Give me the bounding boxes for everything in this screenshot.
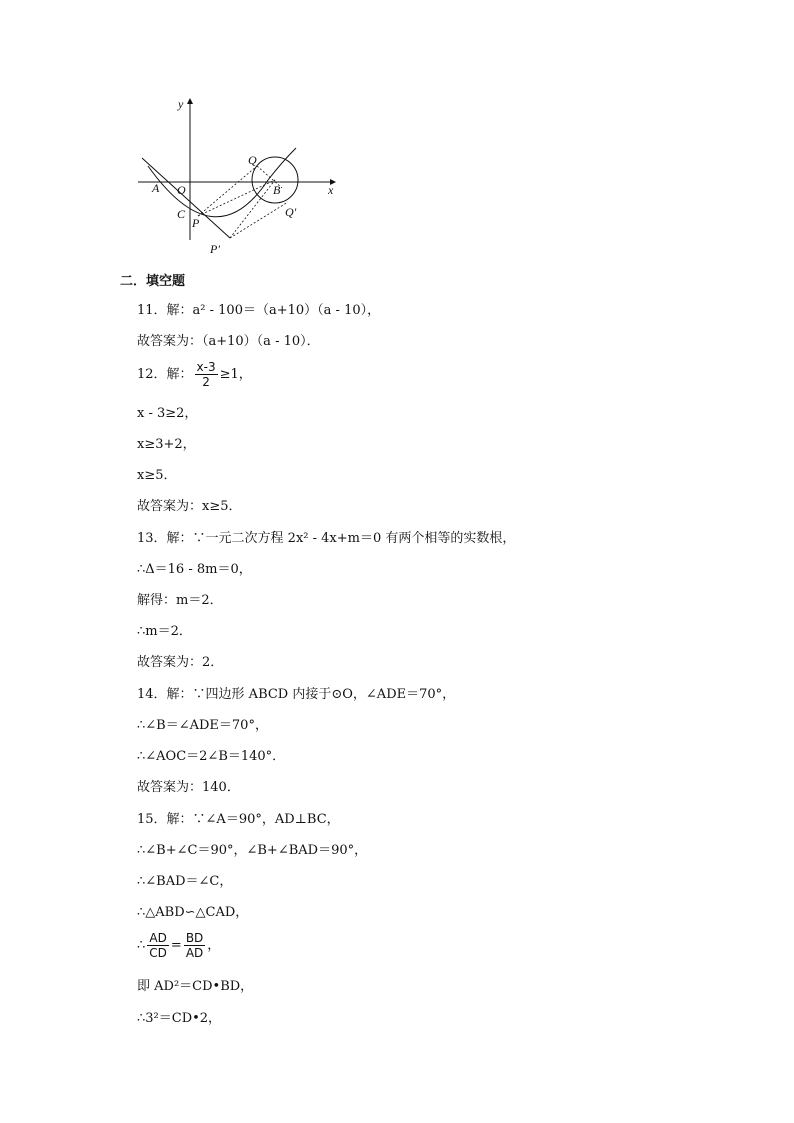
geometry-figure (120, 90, 360, 265)
dotted-p-b (198, 180, 275, 216)
fraction-denominator: 2 (202, 375, 210, 389)
fraction (184, 931, 205, 960)
text-line: 解得：m＝2． (137, 593, 223, 608)
text-line: x≥3+2， (137, 437, 196, 452)
text-line: 故答案为：140． (137, 780, 240, 795)
text-prefix: 12．解： (137, 367, 193, 382)
line-a-pprime (142, 158, 230, 238)
label-o: O (177, 183, 186, 197)
text-line: 故答案为：2． (137, 655, 224, 670)
label-pprime: P' (210, 242, 220, 256)
fraction (195, 360, 218, 389)
fraction (147, 931, 169, 960)
label-p: P (192, 216, 200, 230)
text-line: ∴∠BAD＝∠C， (137, 874, 233, 889)
text-prefix: ∴ (137, 938, 146, 953)
text-line: 15．解：∵∠A＝90°，AD⊥BC， (137, 812, 340, 827)
equals-sign: = (170, 938, 182, 953)
text-line-fraction (137, 931, 220, 960)
label-a: A (152, 181, 160, 195)
label-qprime: Q' (285, 205, 297, 219)
fraction-denominator: AD (185, 946, 204, 960)
text-line: ∴∠AOC＝2∠B＝140°． (137, 749, 286, 764)
fraction-numerator: BD (185, 931, 204, 945)
text-line: ∴△ABD∽△CAD， (137, 905, 249, 920)
fraction-numerator: AD (147, 931, 169, 946)
text-line: ∴Δ＝16 - 8m＝0， (137, 562, 252, 577)
text-line-fraction (137, 360, 252, 389)
dotted-p-q (198, 166, 257, 216)
text-line: x≥5． (137, 468, 177, 483)
text-line: ∴∠B+∠C＝90°，∠B+∠BAD＝90°， (137, 843, 368, 858)
label-c: C (177, 207, 186, 221)
text-line: ∴3²＝CD•2， (137, 1011, 222, 1026)
text-line: 11．解：a² - 100＝（a+10）（a - 10）， (137, 303, 381, 318)
text-line: 14．解：∵四边形 ABCD 内接于⊙O，∠ADE＝70°， (137, 687, 456, 702)
label-b: B (273, 183, 281, 197)
dotted-pprime-qprime (230, 202, 288, 238)
text-line: 故答案为：（a+10）（a - 10）． (137, 334, 320, 349)
label-x: x (328, 183, 334, 197)
text-line: ∴∠B＝∠ADE＝70°， (137, 718, 268, 733)
fraction-denominator: CD (149, 946, 167, 960)
text-line: 13．解：∵一元二次方程 2x² - 4x+m＝0 有两个相等的实数根， (137, 531, 516, 546)
section-title: 二．填空题 (120, 274, 186, 289)
label-y: y (178, 97, 184, 111)
y-axis-arrow (187, 98, 193, 104)
text-suffix: ≥1， (219, 367, 252, 382)
text-line: 即 AD²＝CD•BD， (137, 979, 254, 994)
label-q: Q (248, 153, 257, 167)
text-line: x - 3≥2， (137, 406, 198, 421)
fraction-numerator: x-3 (196, 360, 216, 374)
dotted-pprime-b (230, 180, 275, 238)
text-line: ∴m＝2． (137, 624, 192, 639)
text-line: 故答案为：x≥5． (137, 499, 242, 514)
text-suffix: ， (207, 938, 221, 953)
